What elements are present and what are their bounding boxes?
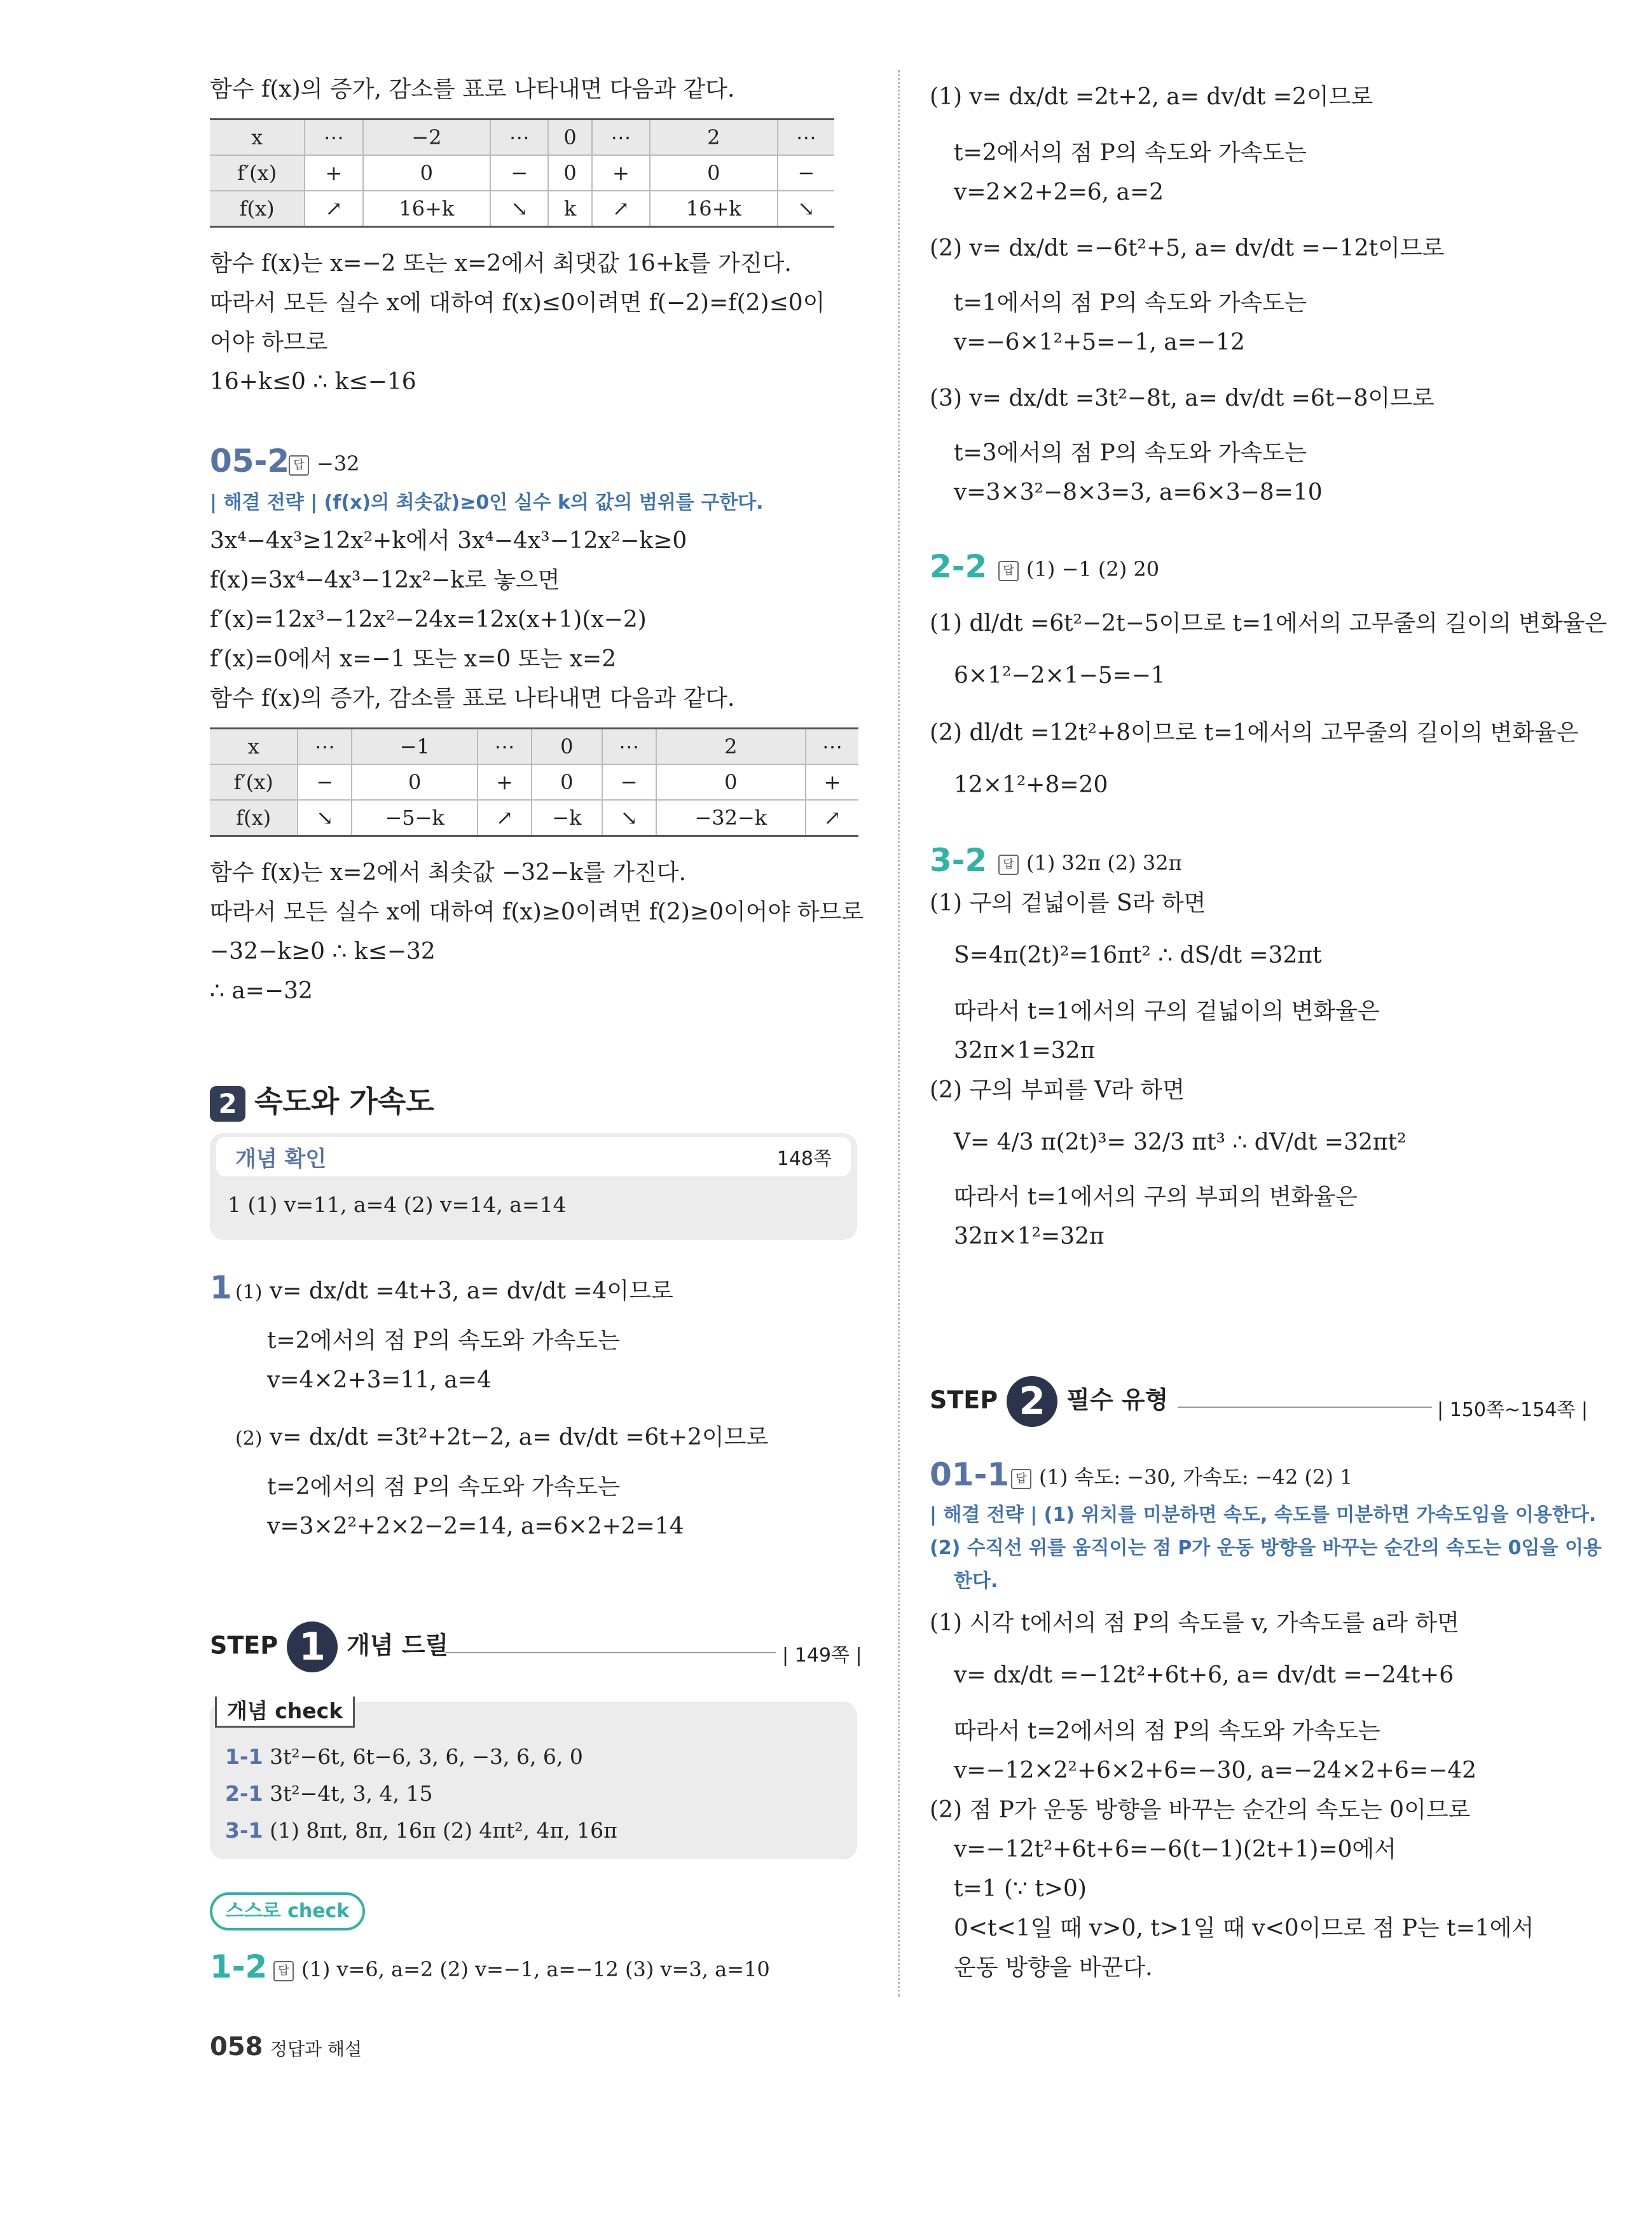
step-page: | 149쪽 | [782, 1644, 862, 1667]
math-line: 따라서 t=2에서의 점 P의 속도와 가속도는 [954, 1718, 1380, 1744]
table-cell: ⋯ [478, 729, 532, 765]
math-line: v=−6×1²+5=−1, a=−12 [954, 329, 1245, 355]
answer-badge-icon: 답 [1011, 1469, 1031, 1489]
answer-badge-icon: 답 [998, 561, 1019, 581]
text-line: 16+k≤0 ∴ k≤−16 [210, 369, 416, 395]
table-row [210, 120, 834, 156]
table-row [210, 800, 858, 836]
math-line: t=3에서의 점 P의 속도와 가속도는 [954, 440, 1307, 466]
text-line: 함수 f(x)는 x=2에서 최솟값 −32−k를 가진다. [210, 860, 687, 886]
step-header [930, 1376, 1168, 1427]
math-line: v=4×2+3=11, a=4 [267, 1367, 492, 1393]
answer-value: (1) 32π (2) 32π [1026, 851, 1182, 875]
answer-value: (1) v=6, a=2 (2) v=−1, a=−12 (3) v=3, a=10 [301, 1957, 770, 1981]
text-line: 따라서 모든 실수 x에 대하여 f(x)≥0이려면 f(2)≥0이어야 하므로 [210, 899, 864, 925]
table-cell: + [592, 155, 650, 191]
math-line: v=−12×2²+6×2+6=−30, a=−24×2+6=−42 [954, 1758, 1477, 1784]
table-cell: −k [532, 800, 602, 836]
math-line: (1) 구의 겉넓이를 S라 하면 [930, 890, 1206, 916]
table-cell: ⋯ [806, 729, 858, 765]
table-cell: −5−k [352, 800, 478, 836]
math-line: t=2에서의 점 P의 속도와 가속도는 [267, 1474, 620, 1500]
solution-strategy: | 해결 전략 | (f(x)의 최솟값)≥0인 실수 k의 값의 범위를 구한다. [210, 492, 764, 514]
math-line: 함수 f(x)의 증가, 감소를 표로 나타내면 다음과 같다. [210, 685, 735, 712]
table-cell: − [602, 764, 656, 800]
math-line: V= 4/3 π(2t)³= 32/3 πt³ ∴ dV/dt =32πt² [954, 1129, 1407, 1155]
table-cell: + [806, 764, 858, 800]
table-cell: 0 [352, 764, 478, 800]
step-title: 개념 드릴 [347, 1631, 449, 1660]
math-line: 12×1²+8=20 [954, 772, 1108, 798]
check-item-num: 1-1 [225, 1744, 263, 1769]
table-cell: 16+k [650, 191, 777, 227]
check-item [225, 1742, 583, 1772]
math-line: t=1에서의 점 P의 속도와 가속도는 [954, 290, 1307, 316]
table-cell: ↗ [305, 191, 362, 227]
part-label: (2) [235, 1428, 263, 1450]
problem-number: 2-2 [930, 548, 988, 585]
math-eq: v= dx/dt =3t²+2t−2, a= dv/dt =6t+2이므로 [269, 1424, 769, 1450]
table-row-header: f′(x) [210, 764, 298, 800]
answer-value: −32 [317, 451, 360, 476]
answer-value: (1) 속도: −30, 가속도: −42 (2) 1 [1039, 1465, 1353, 1489]
footer-label: 정답과 해설 [270, 2039, 362, 2060]
text-line: ∴ a=−32 [210, 978, 313, 1004]
math-line: (2) v= dx/dt =−6t²+5, a= dv/dt =−12t이므로 [930, 235, 1445, 261]
math-line: t=2에서의 점 P의 속도와 가속도는 [954, 140, 1307, 166]
math-line: 따라서 t=1에서의 구의 겉넓이의 변화율은 [954, 998, 1380, 1024]
table-row-header: x [210, 729, 298, 765]
table-cell: ⋯ [490, 120, 548, 156]
table-cell: ↘ [490, 191, 548, 227]
math-line: (2) 구의 부피를 V라 하면 [930, 1077, 1185, 1103]
answer-line [273, 1955, 770, 1984]
math-line: v=−12t²+6t+6=−6(t−1)(2t+1)=0에서 [954, 1836, 1396, 1862]
math-line: 운동 방향을 바꾼다. [954, 1955, 1153, 1981]
math-line: 0<t<1일 때 v>0, t>1일 때 v<0이므로 점 P는 t=1에서 [954, 1915, 1534, 1941]
page-footer [210, 2032, 362, 2064]
math-line [235, 1277, 673, 1307]
table-cell: ↘ [778, 191, 834, 227]
math-line: v= dx/dt =−12t²+6t+6, a= dv/dt =−24t+6 [954, 1662, 1454, 1688]
table-cell: − [490, 155, 548, 191]
math-line: 32π×1=32π [954, 1038, 1096, 1064]
table-row [210, 729, 858, 765]
answer-line [289, 449, 360, 478]
table-cell: −1 [352, 729, 478, 765]
text-line: 함수 f(x)는 x=−2 또는 x=2에서 최댓값 16+k를 가진다. [210, 251, 792, 277]
step-divider-line [1178, 1407, 1432, 1408]
answer-line [998, 848, 1182, 878]
answer-badge-icon: 답 [273, 1961, 294, 1981]
page-number: 058 [210, 2032, 263, 2061]
table-cell: −2 [363, 120, 490, 156]
table-cell: + [478, 764, 532, 800]
check-title: 개념 check [215, 1697, 355, 1728]
table-cell: ⋯ [602, 729, 656, 765]
variation-table-1 [210, 118, 834, 228]
solution-strategy: (2) 수직선 위를 움직이는 점 P가 운동 방향을 바꾸는 순간의 속도는 0임을 이용 [930, 1537, 1602, 1559]
math-line: t=2에서의 점 P의 속도와 가속도는 [267, 1328, 620, 1354]
concept-item: 1 (1) v=11, a=4 (2) v=14, a=14 [228, 1192, 567, 1217]
section-number: 2 [210, 1086, 245, 1122]
table-row-header: x [210, 120, 305, 156]
problem-number: 05-2 [210, 443, 290, 479]
variation-table-2 [210, 727, 858, 837]
math-line: f′(x)=0에서 x=−1 또는 x=0 또는 x=2 [210, 646, 617, 672]
table-cell: k [548, 191, 591, 227]
math-line: f(x)=3x⁴−4x³−12x²−k로 놓으면 [210, 567, 560, 593]
table-cell: 16+k [363, 191, 490, 227]
check-item-num: 2-1 [225, 1781, 263, 1806]
math-line: (2) dl/dt =12t²+8이므로 t=1에서의 고무줄의 길이의 변화율은 [930, 720, 1579, 746]
table-row [210, 155, 834, 191]
self-check-badge: 스스로 check [210, 1892, 365, 1931]
table-cell: 0 [363, 155, 490, 191]
answer-badge-icon: 답 [289, 455, 309, 476]
table-cell: 2 [656, 729, 806, 765]
math-eq: v= dx/dt =4t+3, a= dv/dt =4이므로 [269, 1278, 673, 1304]
math-line: (1) dl/dt =6t²−2t−5이므로 t=1에서의 고무줄의 길이의 변화율은 [930, 610, 1607, 637]
check-box [210, 1698, 857, 1859]
section-title-text: 속도와 가속도 [254, 1084, 434, 1118]
table-row [210, 191, 834, 227]
section-title [210, 1078, 434, 1122]
step-number: 2 [1007, 1376, 1057, 1427]
concept-box [210, 1133, 857, 1240]
problem-number: 01-1 [930, 1456, 1010, 1493]
table-cell: 0 [650, 155, 777, 191]
answer-line [998, 554, 1159, 584]
table-cell: ↘ [602, 800, 656, 836]
step-page-value: 150쪽~154쪽 [1449, 1399, 1576, 1421]
table-cell: ⋯ [298, 729, 352, 765]
step-divider-line [445, 1652, 776, 1653]
table-row-header: f(x) [210, 800, 298, 836]
table-row-header: f′(x) [210, 155, 305, 191]
table-cell: + [305, 155, 362, 191]
step-header [210, 1621, 448, 1672]
check-item-text: (1) 8πt, 8π, 16π (2) 4πt², 4π, 16π [270, 1818, 617, 1843]
check-item [225, 1816, 617, 1845]
math-line: v=3×3²−8×3=3, a=6×3−8=10 [954, 479, 1323, 506]
math-line: 따라서 t=1에서의 구의 부피의 변화율은 [954, 1184, 1358, 1210]
table-cell: 0 [548, 120, 591, 156]
math-line: (1) 시각 t에서의 점 P의 속도를 v, 가속도를 a라 하면 [930, 1610, 1459, 1636]
table-cell: − [298, 764, 352, 800]
table-cell: ↗ [806, 800, 858, 836]
step-page: | 150쪽~154쪽 | [1437, 1399, 1588, 1421]
math-line: (1) v= dx/dt =2t+2, a= dv/dt =2이므로 [930, 84, 1373, 110]
check-item-num: 3-1 [225, 1818, 263, 1843]
answer-badge-icon: 답 [998, 855, 1019, 875]
step-title: 필수 유형 [1066, 1386, 1169, 1414]
check-item-text: 3t²−6t, 6t−6, 3, 6, −3, 6, 6, 0 [270, 1744, 583, 1769]
table-cell: −32−k [656, 800, 806, 836]
step-number: 1 [287, 1621, 338, 1672]
table-cell: 0 [656, 764, 806, 800]
table-cell: ↗ [592, 191, 650, 227]
table-cell: 0 [548, 155, 591, 191]
concept-page: 148쪽 [776, 1148, 832, 1170]
table-cell: ⋯ [305, 120, 362, 156]
step-label: STEP [210, 1631, 279, 1660]
math-line: f′(x)=12x³−12x²−24x=12x(x+1)(x−2) [210, 607, 647, 633]
table-cell: ⋯ [778, 120, 834, 156]
problem-number: 3-2 [930, 842, 988, 879]
answer-value: (1) −1 (2) 20 [1026, 557, 1160, 581]
text-line: 따라서 모든 실수 x에 대하여 f(x)≤0이려면 f(−2)=f(2)≤0이 [210, 290, 825, 316]
math-line: S=4π(2t)²=16πt² ∴ dS/dt =32πt [954, 942, 1322, 968]
math-line: (3) v= dx/dt =3t²−8t, a= dv/dt =6t−8이므로 [930, 385, 1435, 411]
math-line: 32π×1²=32π [954, 1223, 1105, 1249]
table-cell: 0 [532, 764, 602, 800]
math-line: 3x⁴−4x³≥12x²+k에서 3x⁴−4x³−12x²−k≥0 [210, 528, 687, 554]
answer-line [1011, 1463, 1353, 1492]
problem-number: 1-2 [210, 1948, 268, 1985]
step-label: STEP [930, 1386, 998, 1414]
table-cell: ⋯ [592, 120, 650, 156]
table-cell: ↗ [478, 800, 532, 836]
table-cell: 2 [650, 120, 777, 156]
check-item [225, 1779, 432, 1808]
table-row [210, 764, 858, 800]
concept-title: 개념 확인 [235, 1146, 327, 1172]
solution-strategy: | 해결 전략 | (1) 위치를 미분하면 속도, 속도를 미분하면 가속도임을 이용한다. [930, 1504, 1597, 1526]
table-cell: − [778, 155, 834, 191]
table-cell: ↘ [298, 800, 352, 836]
math-line: 6×1²−2×1−5=−1 [954, 663, 1166, 689]
solution-strategy: 한다. [954, 1570, 998, 1592]
part-label: (1) [235, 1281, 263, 1304]
text-line: 어야 하므로 [210, 329, 328, 355]
math-line: (2) 점 P가 운동 방향을 바꾸는 순간의 속도는 0이므로 [930, 1797, 1471, 1823]
math-line: t=1 (∵ t>0) [954, 1876, 1087, 1902]
table-cell: 0 [532, 729, 602, 765]
intro-line: 함수 f(x)의 증가, 감소를 표로 나타내면 다음과 같다. [210, 76, 735, 102]
table-row-header: f(x) [210, 191, 305, 227]
problem-number: 1 [210, 1269, 232, 1306]
math-line: v=2×2+2=6, a=2 [954, 179, 1164, 205]
math-line: v=3×2²+2×2−2=14, a=6×2+2=14 [267, 1513, 684, 1539]
step-page-value: 149쪽 [794, 1644, 850, 1667]
text-line: −32−k≥0 ∴ k≤−32 [210, 939, 436, 965]
check-item-text: 3t²−4t, 3, 4, 15 [270, 1781, 433, 1806]
math-line [235, 1423, 768, 1454]
column-divider [898, 70, 900, 1997]
